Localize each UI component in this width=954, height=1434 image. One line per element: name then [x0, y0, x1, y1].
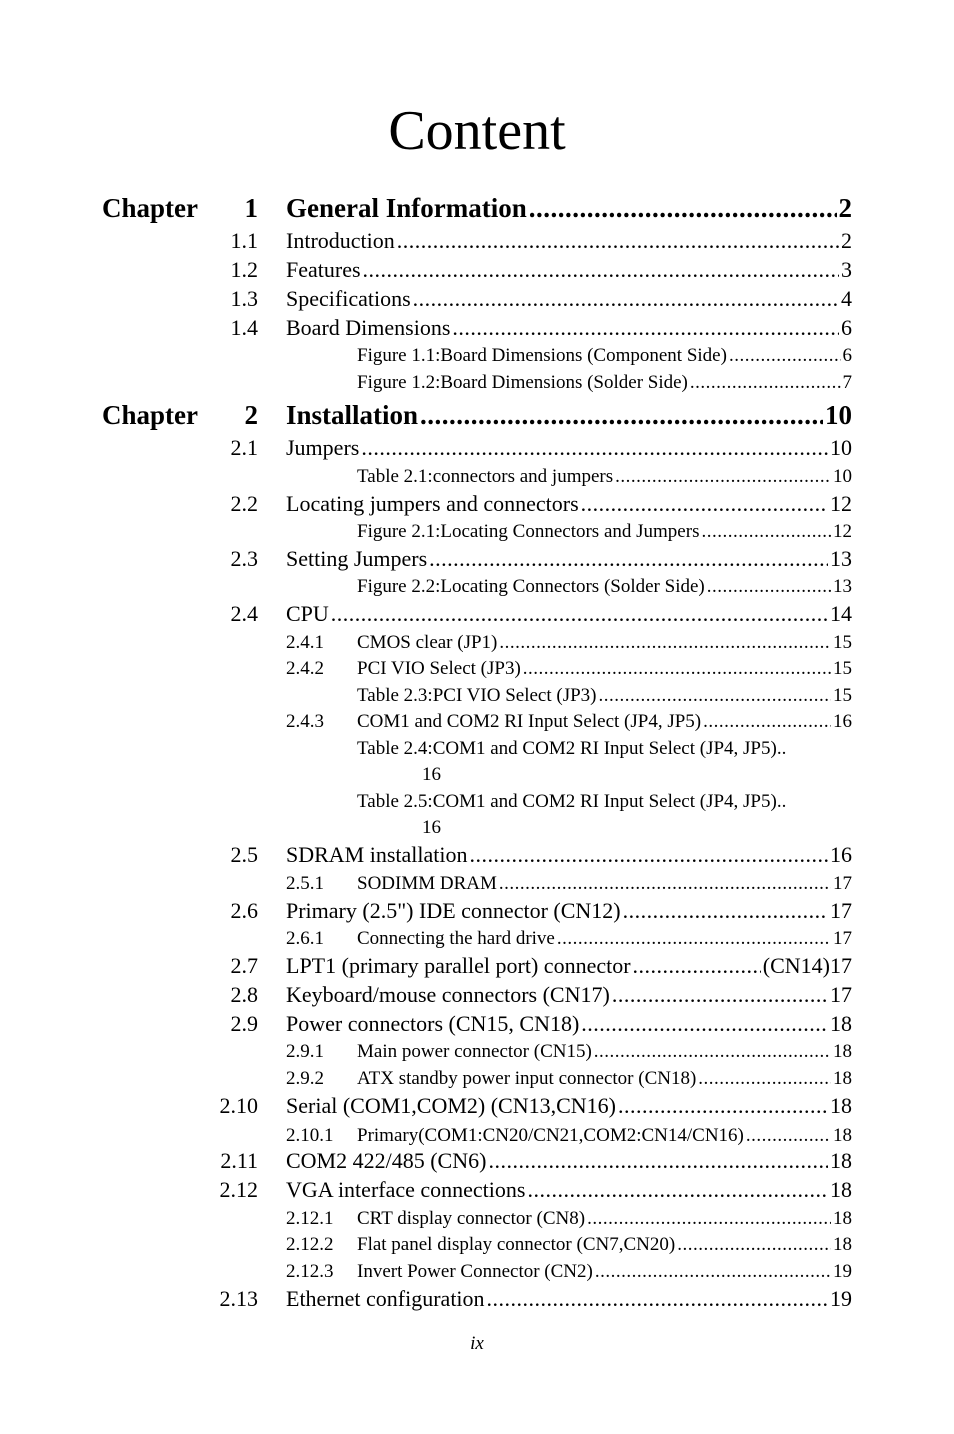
toc-entry: [357, 632, 852, 654]
dot-leader: [452, 315, 839, 341]
dot-leader: [581, 491, 828, 517]
toc-entry: [357, 1125, 852, 1147]
dot-leader: [488, 1148, 828, 1174]
toc-entry-title: SODIMM DRAM: [357, 873, 497, 894]
toc-entry-page: 18: [830, 1011, 852, 1036]
toc-entry-page: 18: [833, 1125, 852, 1146]
toc-entry: [286, 400, 852, 431]
dot-leader: [612, 982, 828, 1008]
toc-entry-title: General Information: [286, 193, 527, 223]
section-number: 2.4.1: [286, 632, 324, 653]
toc-entry-page: (CN14)17: [762, 953, 852, 978]
dot-leader: [618, 1093, 828, 1119]
toc-entry: [286, 842, 852, 868]
section-number: 2.9.2: [286, 1068, 324, 1089]
toc-entry-title: Board Dimensions: [286, 315, 451, 340]
toc-entry-page: 16: [833, 711, 852, 732]
dot-leader: [677, 1234, 831, 1256]
dot-leader: [615, 466, 831, 488]
toc-entry: [357, 345, 852, 367]
dot-leader: [599, 685, 832, 707]
toc-entry-page: 3: [841, 257, 852, 282]
section-number: 2.12.1: [286, 1208, 334, 1229]
dot-leader: [523, 658, 831, 680]
toc-entry-page: 2: [841, 228, 852, 253]
chapter-number: 2: [244, 400, 258, 430]
section-number: 2.12.2: [286, 1234, 334, 1255]
toc-entry-title: Figure 2.1:Locating Connectors and Jumpers: [357, 521, 700, 542]
dot-leader: [487, 1286, 828, 1312]
toc-entry-title: CPU: [286, 601, 329, 626]
toc-entry-page: 12: [830, 491, 852, 516]
toc-entry: [286, 286, 852, 312]
toc-entry-title: Power connectors (CN15, CN18): [286, 1011, 580, 1036]
toc-entry-page: 18: [833, 1234, 852, 1255]
dot-leader: [529, 193, 837, 224]
dot-leader: [707, 576, 831, 598]
section-number: 2.4: [230, 601, 258, 626]
toc-entry: [286, 601, 852, 627]
section-number: 2.4.2: [286, 658, 324, 679]
toc-entry-title: Primary(COM1:CN20/CN21,COM2:CN14/CN16): [357, 1125, 744, 1146]
toc-entry-title: COM2 422/485 (CN6): [286, 1148, 487, 1173]
toc-entry-title: Table 2.4:COM1 and COM2 RI Input Select (JP4, JP5)..: [357, 738, 787, 759]
toc-entry-page: 14: [830, 601, 852, 626]
toc-entry-page: 15: [833, 658, 852, 679]
section-number: 2.12: [219, 1177, 258, 1202]
toc-entry: [357, 711, 852, 733]
toc-entry-title: Ethernet configuration: [286, 1286, 485, 1311]
toc-entry-title: Table 2.3:PCI VIO Select (JP3): [357, 685, 597, 706]
dot-leader: [698, 1068, 831, 1090]
section-number: 2.9.1: [286, 1041, 324, 1062]
dot-leader: [623, 898, 828, 924]
toc-entry-title: Features: [286, 257, 361, 282]
toc-entry-page: 13: [830, 546, 852, 571]
toc-entry-page: 4: [841, 286, 852, 311]
toc-entry-title: Serial (COM1,COM2) (CN13,CN16): [286, 1093, 616, 1118]
toc-entry-title: VGA interface connections: [286, 1177, 526, 1202]
section-number: 2.12.3: [286, 1261, 334, 1282]
section-number: 2.1: [230, 435, 258, 460]
toc-entry-title: Figure 1.2:Board Dimensions (Solder Side): [357, 372, 688, 393]
toc-entry: [286, 491, 852, 517]
section-number: 2.2: [230, 491, 258, 516]
toc-entry-page: 18: [833, 1068, 852, 1089]
toc-entry-page: 10: [825, 400, 852, 430]
toc-entry-title: Figure 1.1:Board Dimensions (Component Side): [357, 345, 727, 366]
page-title: Content: [388, 100, 566, 162]
dot-leader: [420, 400, 823, 431]
chapter-number: 1: [244, 193, 258, 223]
toc-entry-title: Flat panel display connector (CN7,CN20): [357, 1234, 676, 1255]
section-number: 1.4: [230, 315, 258, 340]
toc-entry: [357, 1068, 852, 1090]
toc-entry-page: 16: [830, 842, 852, 867]
section-number: 1.2: [230, 257, 258, 282]
toc-entry-title: CMOS clear (JP1): [357, 632, 498, 653]
section-number: 2.6.1: [286, 928, 324, 949]
toc-entry: [357, 372, 852, 394]
section-number: 2.3: [230, 546, 258, 571]
toc-entry-page: 12: [833, 521, 852, 542]
toc-entry: [357, 685, 852, 707]
toc-entry: [357, 658, 852, 680]
toc-entry: [286, 1286, 852, 1312]
toc-entry-page: 18: [830, 1177, 852, 1202]
toc-entry-title: Setting Jumpers: [286, 546, 428, 571]
dot-leader: [361, 435, 828, 461]
page-number: ix: [470, 1333, 484, 1354]
toc-entry-title: Primary (2.5") IDE connector (CN12): [286, 898, 621, 923]
dot-leader: [746, 1125, 831, 1147]
dot-leader: [557, 928, 831, 950]
toc-entry: [286, 257, 852, 283]
toc-entry-page: 18: [830, 1093, 852, 1118]
section-number: 2.9: [230, 1011, 258, 1036]
toc-entry: [357, 1208, 852, 1230]
dot-leader: [429, 546, 828, 572]
toc-entry-page: 18: [833, 1041, 852, 1062]
toc-entry-title: LPT1 (primary parallel port) connector: [286, 953, 631, 978]
chapter-label: Chapter: [102, 193, 198, 223]
dot-leader: [363, 257, 839, 283]
toc-entry: [357, 1261, 852, 1283]
toc-entry-title: CRT display connector (CN8): [357, 1208, 586, 1229]
toc-entry-page: 10: [833, 466, 852, 487]
section-number: 2.4.3: [286, 711, 324, 732]
dot-leader: [331, 601, 828, 627]
section-number: 2.13: [219, 1286, 258, 1311]
toc-entry: [286, 898, 852, 924]
section-number: 2.11: [220, 1148, 258, 1173]
toc-entry-title: Jumpers: [286, 435, 360, 460]
toc-entry: [357, 521, 852, 543]
toc-entry-page: 16: [422, 764, 441, 785]
toc-entry-title: Introduction: [286, 228, 395, 253]
toc-entry-title: ATX standby power input connector (CN18): [357, 1068, 697, 1089]
toc-entry: [357, 1041, 852, 1063]
toc-entry-page: 6: [842, 345, 852, 366]
toc-entry: [286, 1148, 852, 1174]
dot-leader: [587, 1208, 831, 1230]
chapter-label: Chapter: [102, 400, 198, 430]
toc-entry-page: 18: [830, 1148, 852, 1173]
toc-entry: [286, 982, 852, 1008]
toc-entry-title: Invert Power Connector (CN2): [357, 1261, 593, 1282]
toc-entry: [286, 1011, 852, 1037]
toc-entry: [357, 928, 852, 950]
toc-entry: [286, 228, 852, 254]
section-number: 1.1: [230, 228, 258, 253]
dot-leader: [703, 711, 831, 733]
toc-entry-page: 7: [842, 372, 852, 393]
toc-entry-title: PCI VIO Select (JP3): [357, 658, 521, 679]
toc-entry: [286, 1093, 852, 1119]
toc-entry-page: 17: [833, 928, 852, 949]
toc-entry-page: 6: [841, 315, 852, 340]
toc-entry-page: 18: [833, 1208, 852, 1229]
section-number: 1.3: [230, 286, 258, 311]
toc-entry: [286, 546, 852, 572]
toc-entry: [286, 315, 852, 341]
toc-entry-page: 17: [833, 873, 852, 894]
toc-entry-page: 19: [833, 1261, 852, 1282]
toc-entry-title: COM1 and COM2 RI Input Select (JP4, JP5): [357, 711, 702, 732]
toc-entry-page: 15: [833, 632, 852, 653]
dot-leader: [595, 1261, 831, 1283]
section-number: 2.10.1: [286, 1125, 334, 1146]
toc-entry-title: Installation: [286, 400, 419, 430]
dot-leader: [633, 953, 761, 979]
toc-entry: [286, 1177, 852, 1203]
dot-leader: [701, 521, 831, 543]
section-number: 2.8: [230, 982, 258, 1007]
dot-leader: [690, 372, 841, 394]
section-number: 2.6: [230, 898, 258, 923]
dot-leader: [413, 286, 839, 312]
dot-leader: [499, 873, 831, 895]
toc-entry-page: 17: [830, 898, 852, 923]
section-number: 2.5.1: [286, 873, 324, 894]
toc-entry-title: Figure 2.2:Locating Connectors (Solder Side): [357, 576, 705, 597]
toc-entry-page: 19: [830, 1286, 852, 1311]
toc-entry: [286, 953, 852, 979]
section-number: 2.7: [230, 953, 258, 978]
dot-leader: [470, 842, 828, 868]
toc-entry-title: Locating jumpers and connectors: [286, 491, 579, 516]
toc-entry-title: Table 2.1:connectors and jumpers: [357, 466, 614, 487]
toc-entry-title: Specifications: [286, 286, 411, 311]
toc-entry-page: 17: [830, 982, 852, 1007]
toc-entry-title: Main power connector (CN15): [357, 1041, 592, 1062]
toc-entry-title: SDRAM installation: [286, 842, 468, 867]
toc-entry: [286, 193, 852, 224]
dot-leader: [581, 1011, 828, 1037]
toc-entry-page: 13: [833, 576, 852, 597]
toc-entry: [286, 435, 852, 461]
toc-entry-title: Table 2.5:COM1 and COM2 RI Input Select (JP4, JP5)..: [357, 791, 787, 812]
toc-entry-title: Keyboard/mouse connectors (CN17): [286, 982, 610, 1007]
toc-entry-title: Connecting the hard drive: [357, 928, 555, 949]
dot-leader: [729, 345, 841, 367]
dot-leader: [594, 1041, 831, 1063]
dot-leader: [499, 632, 831, 654]
toc-entry-page: 2: [838, 193, 852, 223]
toc-entry-page: 10: [830, 435, 852, 460]
toc-entry-page: 16: [422, 817, 441, 838]
dot-leader: [397, 228, 839, 254]
toc-entry: [357, 466, 852, 488]
section-number: 2.5: [230, 842, 258, 867]
toc-entry: [357, 1234, 852, 1256]
toc-entry: [357, 873, 852, 895]
dot-leader: [527, 1177, 828, 1203]
section-number: 2.10: [219, 1093, 258, 1118]
toc-entry: [357, 576, 852, 598]
toc-entry-page: 15: [833, 685, 852, 706]
